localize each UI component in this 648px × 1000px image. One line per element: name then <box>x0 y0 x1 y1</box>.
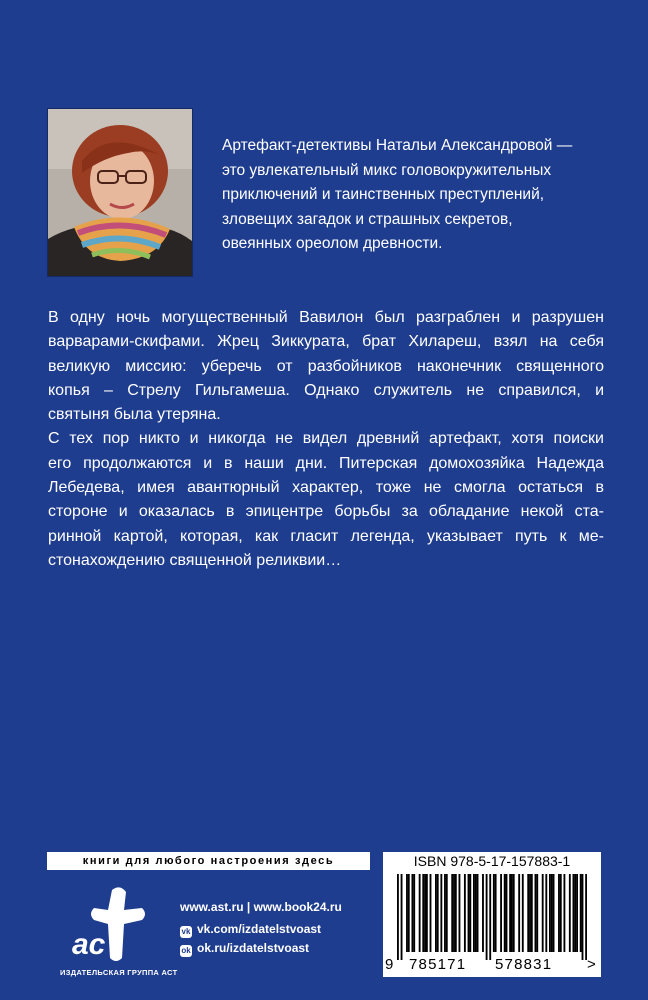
intro-line: зловещих загадок и страшных секретов, <box>222 210 513 228</box>
barcode-right-group: 578831 <box>495 956 553 973</box>
logo-text: ac <box>72 928 106 961</box>
description-line: великую миссию: уберечь от разбойников наконечник священного <box>48 357 604 375</box>
description-line: святыня была утеряна. <box>48 406 221 424</box>
barcode-bar <box>475 874 477 952</box>
intro-line: овеянных ореолом древности. <box>222 235 443 252</box>
barcode-bar <box>574 874 576 952</box>
barcode-bar <box>500 874 502 952</box>
barcode-bar <box>585 874 587 960</box>
isbn-label: ISBN 978-5-17-157883-1 <box>413 853 571 869</box>
barcode-bar <box>455 874 457 952</box>
barcode-bar <box>582 874 584 960</box>
barcode-bar <box>542 874 544 952</box>
barcode-bar <box>422 874 424 952</box>
barcode-bar <box>444 874 446 952</box>
ok-link-text: ok.ru/izdatelstvoast <box>197 941 310 955</box>
barcode-bar <box>580 874 582 952</box>
ok-icon: ok <box>181 946 191 955</box>
barcode-bar <box>408 874 410 952</box>
barcode-bar <box>560 874 562 952</box>
barcode-bar <box>468 874 470 952</box>
barcode-bar <box>535 874 537 952</box>
barcode-bars <box>397 874 587 960</box>
barcode-bar <box>482 874 484 952</box>
barcode-bar <box>576 874 578 952</box>
description-line: В одну ночь могущественный Вавилон был разграблен и разрушен <box>48 309 604 326</box>
barcode-bar <box>426 874 428 952</box>
barcode-bar <box>573 874 575 952</box>
barcode-bar <box>531 874 533 952</box>
barcode-bar <box>411 874 413 952</box>
description-line: стонахождению священной реликвии… <box>48 551 342 569</box>
ast-logo-figure-icon <box>50 880 150 970</box>
barcode-bar <box>495 874 497 952</box>
barcode-bar <box>522 874 524 952</box>
intro-line: приключений и таинственных преступлений, <box>222 186 545 203</box>
ok-link[interactable] <box>180 941 309 957</box>
barcode-bar <box>509 874 511 952</box>
barcode-bar <box>549 874 551 952</box>
barcode-bar <box>440 874 442 952</box>
barcode-bar <box>527 874 529 952</box>
vk-icon: vk <box>181 927 191 936</box>
barcode-bar <box>513 874 515 952</box>
barcode-bar <box>451 874 453 952</box>
barcode-bar <box>553 874 555 952</box>
description-line: ринной картой, которая, как гласит легенда, указывает путь к ме- <box>48 527 604 545</box>
author-portrait-icon <box>48 109 192 276</box>
barcode-arrow: > <box>587 956 597 973</box>
description-line: стороне и оказалась в эпицентре борьбы за обладание некой ста- <box>48 503 604 521</box>
barcode-bar <box>569 874 571 952</box>
barcode-bar <box>435 874 437 952</box>
website-links[interactable]: www.ast.ru | www.book24.ru <box>180 900 342 914</box>
author-intro <box>222 134 612 257</box>
barcode-left-group: 785171 <box>409 956 467 973</box>
barcode-bar <box>406 874 408 952</box>
barcode-bar <box>446 874 448 952</box>
vk-link-text: vk.com/izdatelstvoast <box>197 922 322 936</box>
barcode-bar <box>477 874 479 952</box>
barcode-bar <box>563 874 565 952</box>
barcode-bar <box>424 874 426 952</box>
barcode-bar <box>473 874 475 952</box>
barcode-bar <box>518 874 520 952</box>
barcode-bar <box>493 874 495 952</box>
barcode-bar <box>529 874 531 952</box>
barcode-bar <box>536 874 538 952</box>
intro-line: Артефакт-детективы Натальи Александровой — <box>222 137 573 154</box>
barcode-bar <box>413 874 415 952</box>
barcode-bar <box>511 874 513 952</box>
barcode-bar <box>504 874 506 952</box>
publisher-logo <box>50 880 150 980</box>
book-description <box>48 306 604 573</box>
description-line: Лебедева, имея авантюрный характер, тоже не смогла остаться в <box>48 479 604 497</box>
description-line: его продолжаются и в наши дни. Питерская домохозяйка Надежда <box>48 454 604 472</box>
publisher-imprint: ИЗДАТЕЛЬСКАЯ ГРУППА АСТ <box>60 968 178 977</box>
barcode-bar <box>437 874 439 952</box>
barcode-bar <box>489 874 491 960</box>
author-photo <box>47 108 193 277</box>
barcode-bar <box>430 874 432 952</box>
barcode-bar <box>453 874 455 952</box>
barcode-block <box>383 852 601 977</box>
barcode-bar <box>486 874 488 960</box>
barcode-first-digit: 9 <box>385 956 395 973</box>
barcode-bar <box>506 874 508 952</box>
barcode-bar <box>551 874 553 952</box>
intro-line: это увлекательный микс головокружительных <box>222 161 552 179</box>
barcode-bar <box>558 874 560 952</box>
description-line: копья – Стрелу Гильгамеша. Однако служитель не справился, и <box>48 381 604 399</box>
barcode-bar <box>545 874 547 952</box>
vk-link[interactable] <box>180 922 321 938</box>
barcode-bar <box>464 874 466 952</box>
slogan-band: книги для любого настроения здесь <box>47 852 370 870</box>
barcode-bar <box>419 874 421 952</box>
barcode-bar <box>401 874 403 960</box>
description-line: С тех пор никто и никогда не видел древний артефакт, хотя поиски <box>48 430 604 448</box>
barcode-bar <box>459 874 461 952</box>
description-line: варварами-скифами. Жрец Зиккурата, брат Хилареш, взял на себя <box>48 333 604 351</box>
barcode-bar <box>397 874 399 960</box>
barcode-bar <box>469 874 471 952</box>
